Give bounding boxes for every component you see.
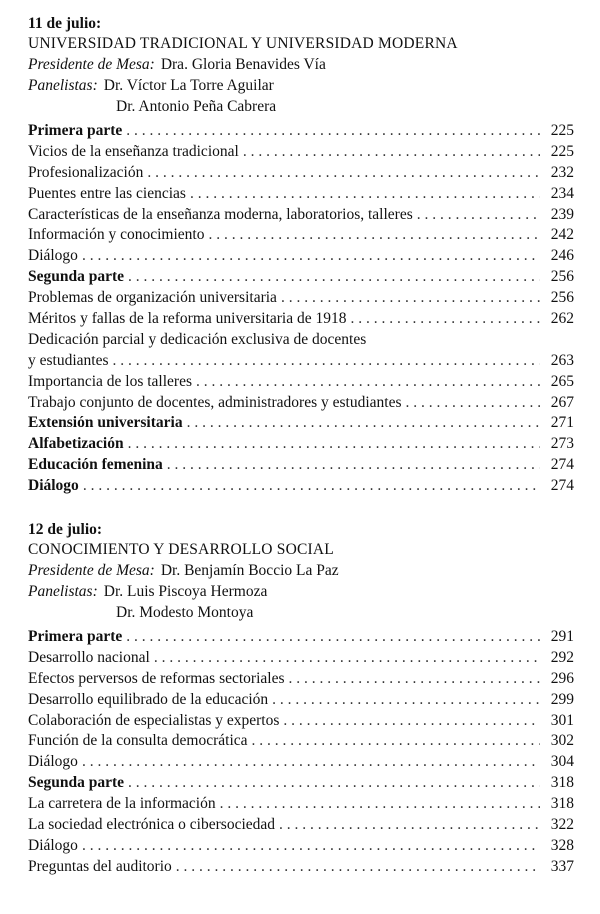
toc-entry-page-number: 242 <box>550 226 574 244</box>
session-section-2 <box>28 520 574 878</box>
panelist-name: Dr. Víctor La Torre Aguilar <box>103 77 274 94</box>
toc-entry-page-number: 328 <box>550 836 574 854</box>
dot-leader <box>281 288 540 309</box>
session-date: 11 de julio: <box>28 15 102 32</box>
toc-entry-label: Puentes entre las ciencias <box>28 184 186 202</box>
toc-entry <box>28 351 574 372</box>
toc-entry-label: Problemas de organización universitaria <box>28 289 277 307</box>
president-role-label: Presidente de Mesa: <box>28 56 155 73</box>
panelists-line <box>28 75 574 96</box>
toc-entry-label: Desarrollo equilibrado de la educación <box>28 690 269 708</box>
toc-entry-page-number: 318 <box>550 774 574 792</box>
toc-entry <box>28 648 574 669</box>
dot-leader <box>82 836 540 857</box>
toc-entry <box>28 669 574 690</box>
dot-leader <box>406 393 541 414</box>
toc-entry-page-number: 263 <box>550 351 574 369</box>
panelists-role-label: Panelistas: <box>28 77 98 94</box>
toc-entry-label: Preguntas del auditorio <box>28 857 172 875</box>
toc-entry-page-number: 273 <box>550 435 574 453</box>
toc-entry-page-number: 234 <box>550 184 574 202</box>
toc-entry-page-number: 232 <box>550 163 574 181</box>
dot-leader <box>187 413 540 434</box>
toc-entry <box>28 731 574 752</box>
toc-entry-label: Información y conocimiento <box>28 226 205 244</box>
toc-entry-label: Diálogo <box>28 247 78 265</box>
panelist-name: Dr. Antonio Peña Cabrera <box>116 98 277 115</box>
toc-entry-label: La sociedad electrónica o cibersociedad <box>28 816 276 834</box>
toc-entry-label: Extensión universitaria <box>28 414 183 432</box>
toc-entry-label: Alfabetización <box>28 435 124 453</box>
dot-leader <box>167 455 540 476</box>
toc-entry <box>28 267 574 288</box>
dot-leader <box>83 476 540 497</box>
toc-entry-page-number: 267 <box>550 393 574 411</box>
dot-leader <box>243 142 540 163</box>
panelist-name: Dr. Modesto Montoya <box>116 604 254 622</box>
toc-entry <box>28 184 574 205</box>
dot-leader <box>279 815 540 836</box>
toc-entry-page-number: 239 <box>550 205 574 223</box>
panelists-line <box>28 581 574 602</box>
dot-leader <box>147 163 540 184</box>
president-line <box>28 54 574 75</box>
toc-entry-label: Diálogo <box>28 753 78 771</box>
dot-leader <box>283 711 540 732</box>
toc-entry <box>28 773 574 794</box>
toc-entry <box>28 142 574 163</box>
toc-entry-page-number: 246 <box>550 247 574 265</box>
toc-entry-page-number: 337 <box>550 857 574 875</box>
dot-leader <box>252 731 540 752</box>
dot-leader <box>289 669 541 690</box>
toc-entry-label: Desarrollo nacional <box>28 648 150 666</box>
toc-entry <box>28 246 574 267</box>
toc-entry <box>28 309 574 330</box>
toc-entry-page-number: 301 <box>550 711 574 729</box>
table-of-contents-page <box>28 14 574 878</box>
toc-entry-label: Profesionalización <box>28 163 144 181</box>
panelist-name: Dr. Luis Piscoya Hermoza <box>103 583 268 601</box>
dot-leader <box>128 267 540 288</box>
toc-entry-page-number: 271 <box>550 414 574 432</box>
toc-entry-label: Segunda parte <box>28 774 125 792</box>
dot-leader <box>154 648 540 669</box>
president-name: Dr. Benjamín Boccio La Paz <box>160 562 339 580</box>
toc-entry-page-number: 292 <box>550 648 574 666</box>
panelists-line <box>28 602 574 623</box>
toc-entry <box>28 815 574 836</box>
toc-entry-label: Diálogo <box>28 477 79 495</box>
toc-entry <box>28 627 574 648</box>
toc-entry <box>28 857 574 878</box>
toc-entry <box>28 121 574 142</box>
dot-leader <box>220 794 540 815</box>
dot-leader <box>272 690 540 711</box>
toc-entry-label: y estudiantes <box>28 351 109 369</box>
toc-entry-label: La carretera de la información <box>28 795 216 813</box>
dot-leader <box>176 857 540 878</box>
toc-entry-page-number: 296 <box>550 669 574 687</box>
toc-entry-page-number: 225 <box>550 122 574 139</box>
dot-leader <box>113 351 541 372</box>
toc-entry-page-number: 256 <box>550 268 574 286</box>
toc-entry-page-number: 304 <box>550 753 574 771</box>
session-title: CONOCIMIENTO Y DESARROLLO SOCIAL <box>28 541 334 559</box>
toc-entry <box>28 836 574 857</box>
toc-entry-label: Primera parte <box>28 628 123 646</box>
toc-entry-page-number: 302 <box>550 732 574 750</box>
dot-leader <box>196 372 540 393</box>
dot-leader <box>351 309 541 330</box>
toc-entry-page-number: 291 <box>550 628 574 646</box>
toc-entry-label: Trabajo conjunto de docentes, administradores y estudiantes <box>28 393 402 411</box>
toc-entry-label: Vicios de la enseñanza tradicional <box>28 142 239 160</box>
dot-leader <box>208 225 540 246</box>
dot-leader <box>82 246 540 267</box>
dot-leader <box>126 121 540 142</box>
president-name: Dra. Gloria Benavides Vía <box>160 56 326 73</box>
toc-entry-page-number: 262 <box>550 310 574 328</box>
toc-entry-label: Méritos y fallas de la reforma universitaria de 1918 <box>28 310 347 328</box>
toc-entry <box>28 225 574 246</box>
toc-entry-page-number: 299 <box>550 690 574 708</box>
toc-list <box>28 121 574 497</box>
dot-leader <box>126 627 540 648</box>
toc-entry-label: Diálogo <box>28 836 78 854</box>
toc-entry-page-number: 318 <box>550 795 574 813</box>
toc-entry <box>28 794 574 815</box>
toc-entry <box>28 288 574 309</box>
panelists-line <box>28 96 574 117</box>
toc-entry <box>28 413 574 434</box>
dot-leader <box>82 752 540 773</box>
toc-entry-page-number: 256 <box>550 289 574 307</box>
toc-entry <box>28 434 574 455</box>
president-role-label: Presidente de Mesa: <box>28 562 155 580</box>
session-title: UNIVERSIDAD TRADICIONAL Y UNIVERSIDAD MODERNA <box>28 35 458 52</box>
toc-entry <box>28 455 574 476</box>
session-date: 12 de julio: <box>28 521 103 539</box>
toc-entry <box>28 476 574 497</box>
toc-entry-label: Colaboración de especialistas y expertos <box>28 711 280 729</box>
toc-entry-page-number: 274 <box>550 477 574 495</box>
toc-entry-page-number: 265 <box>550 372 574 390</box>
toc-entry <box>28 393 574 414</box>
toc-entry-page-number: 322 <box>550 816 574 834</box>
toc-entry-page-number: 225 <box>550 142 574 160</box>
toc-entry <box>28 711 574 732</box>
toc-entry-label: Educación femenina <box>28 456 163 474</box>
toc-entry-label: Importancia de los talleres <box>28 372 192 390</box>
dot-leader <box>417 205 540 226</box>
toc-entry <box>28 205 574 226</box>
president-line <box>28 560 574 581</box>
toc-entry <box>28 163 574 184</box>
panelists-role-label: Panelistas: <box>28 583 98 601</box>
toc-entry <box>28 330 574 351</box>
toc-entry-label: Segunda parte <box>28 268 125 286</box>
toc-entry-label: Efectos perversos de reformas sectoriales <box>28 669 285 687</box>
toc-entry <box>28 372 574 393</box>
toc-entry-label: Características de la enseñanza moderna, laboratorios, talleres <box>28 205 413 223</box>
toc-entry-label: Función de la consulta democrática <box>28 732 248 750</box>
toc-entry-label: Dedicación parcial y dedicación exclusiva de docentes <box>28 330 367 348</box>
dot-leader <box>190 184 540 205</box>
toc-entry-page-number: 274 <box>550 456 574 474</box>
dot-leader <box>128 434 540 455</box>
session-section-1 <box>28 14 574 497</box>
toc-entry <box>28 690 574 711</box>
toc-entry <box>28 752 574 773</box>
dot-leader <box>128 773 540 794</box>
toc-entry-label: Primera parte <box>28 122 123 139</box>
toc-list <box>28 627 574 878</box>
